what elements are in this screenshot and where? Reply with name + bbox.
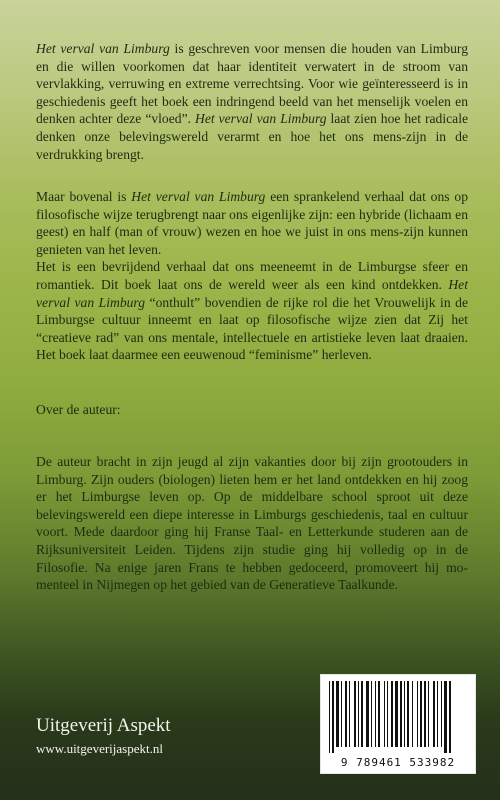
barcode-bar: [400, 681, 402, 747]
barcode-bar: [441, 681, 442, 747]
description-paragraph-2: [36, 188, 468, 364]
text-run: “onthult” bovendien de rijke rol die het Vrouwelijk in de Limburgse cultuur inneemt en laat op filosofische wijze zien dat Zij het “creatieve rad” van ons mentale, intellectuele en artistieke leven laat draaien. Het boek laat daarmee een eeuwenoud “feminisme” herleven.: [36, 294, 468, 363]
barcode-bar: [361, 681, 363, 747]
barcode-bar: [354, 681, 356, 747]
text-run: Maar bovenal is: [36, 189, 132, 204]
barcode-bar: [420, 681, 422, 747]
barcode-bar: [444, 681, 447, 753]
barcode-bar: [336, 681, 339, 747]
barcode-bar: [329, 681, 330, 753]
barcode-bars: [327, 681, 471, 753]
text-run: laat zien hoe het radicale denken onze belevingswereld verarmt en hoe het ons mens-zijn in de verdrukking brengt.: [36, 111, 468, 162]
barcode-bar: [433, 681, 435, 747]
text-run: is geschreven voor mensen die houden van Limburg en die willen voorkomen dat haar identiteit verwatert in de stroom van vervlakking, verruwing en extreme verrechtsing. Voor wie geïnteresseerd is in geschiedenis geeft het boek een indringend beeld van het menselijk voelen en denken achter deze “vloed”.: [36, 41, 468, 127]
barcode-bar: [384, 681, 385, 747]
barcode-bar: [395, 681, 398, 747]
barcode-bar: [345, 681, 347, 747]
barcode-bar: [437, 681, 438, 747]
barcode-bar: [407, 681, 409, 747]
barcode-bar: [449, 681, 451, 753]
author-heading: Over de auteur:: [36, 402, 121, 417]
barcode-bar: [341, 681, 342, 747]
publisher-name: Uitgeverij Aspekt: [36, 715, 171, 736]
isbn-barcode: [320, 674, 476, 774]
barcode-bar: [424, 681, 426, 747]
barcode-bar: [358, 681, 359, 747]
text-run: een sprankelend verhaal dat ons op filosofische wijze terugbrengt naar ons eigenlijke zijn: een hybride (lichaam en geest) en half (man of vrouw) wezen en hoe we juist in ons mens-zijn kunnen genieten van het leven.: [36, 189, 468, 257]
isbn-digits: 9 789461 533982: [340, 756, 456, 769]
barcode-bar: [412, 681, 413, 747]
barcode-bar: [375, 681, 376, 747]
text-run: Het is een bevrijdend verhaal dat ons meeneemt in de Limburgse sfeer en romantiek. Dit boek laat ons de wereld weer als een kind ontdekken.: [36, 259, 468, 292]
book-title-ref: Het verval van Limburg: [36, 41, 170, 56]
barcode-bar: [391, 681, 393, 747]
book-title-ref: Het verval van Limburg: [131, 189, 266, 204]
book-title-ref: Het verval van Limburg: [36, 276, 468, 310]
author-bio-text: De auteur bracht in zijn jeugd al zijn vakanties door bij zijn grootouders in Limburg. Zijn ouders (biologen) lieten hem er het land ontdekken en hij zoog er het Limburgse leven op. Op de middelbare school sproot uit deze belevingswereld een diepe interesse in Limburgs geschiedenis, taal en cultuur voort. Mede daardoor ging hij Franse Taal- en Letterkunde studeren aan de Rijksuniversiteit Leiden. Tijdens zijn studie ging hij volledig op in de Filosofie. Na enige jaren Frans te hebben gedoceerd, promoveert hij momenteel in Nijmegen op het gebied van de Generatieve Taalkunde.: [36, 454, 468, 593]
author-bio: [36, 453, 468, 594]
barcode-bar: [428, 681, 429, 747]
publisher-url: www.uitgeverijaspekt.nl: [36, 741, 163, 756]
book-title-ref: Het verval van Limburg: [195, 111, 327, 127]
barcode-bar: [366, 681, 369, 747]
barcode-bar: [404, 681, 405, 747]
barcode-bar: [417, 681, 418, 747]
barcode-bar: [349, 681, 350, 747]
barcode-bar: [371, 681, 372, 747]
barcode-bar: [332, 681, 334, 753]
barcode-bar: [378, 681, 380, 747]
description-paragraph-1: [36, 40, 468, 163]
publisher-block: [36, 714, 171, 758]
barcode-bar: [387, 681, 388, 747]
